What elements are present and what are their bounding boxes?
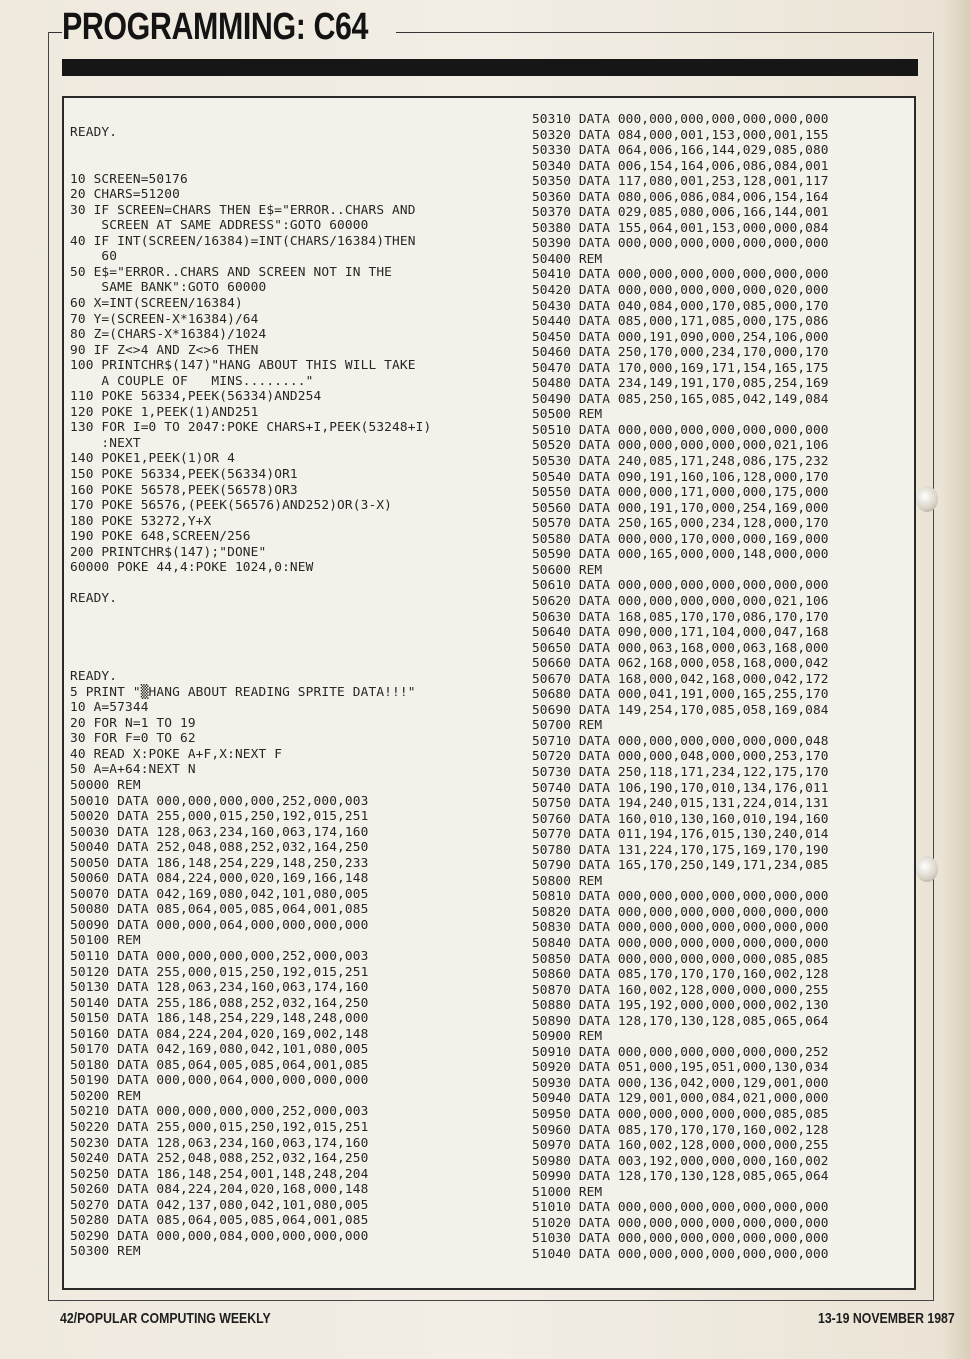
code-line: 50600 REM	[532, 562, 603, 578]
code-line: 50520 DATA 000,000,000,000,000,021,106	[532, 438, 829, 454]
code-line: 50320 DATA 084,000,001,153,000,001,155	[532, 127, 829, 143]
code-line: 50350 DATA 117,080,001,253,128,001,117	[532, 174, 829, 190]
code-line: 50250 DATA 186,148,254,001,148,248,204	[70, 1166, 369, 1182]
code-line: 60000 POKE 44,4:POKE 1024,0:NEW	[70, 560, 314, 576]
code-line: 50060 DATA 084,224,000,020,169,166,148	[70, 871, 369, 887]
program-listing-box	[62, 96, 916, 1290]
code-line: 51020 DATA 000,000,000,000,000,000,000	[532, 1215, 829, 1231]
code-line: 50390 DATA 000,000,000,000,000,000,000	[532, 236, 829, 252]
code-line: 10 A=57344	[70, 700, 149, 716]
code-line: 110 POKE 56334,PEEK(56334)AND254	[70, 389, 322, 405]
code-line: 50730 DATA 250,118,171,234,122,175,170	[532, 764, 829, 780]
footer-date: 13-19 NOVEMBER 1987	[818, 1310, 955, 1327]
header-black-bar	[62, 59, 918, 76]
code-line: 120 POKE 1,PEEK(1)AND251	[70, 404, 259, 420]
code-line: 50700 REM	[532, 718, 603, 734]
code-line: 50840 DATA 000,000,000,000,000,000,000	[532, 935, 829, 951]
code-line: 50940 DATA 129,001,000,084,021,000,000	[532, 1091, 829, 1107]
code-line: 50110 DATA 000,000,000,000,252,000,003	[70, 948, 369, 964]
code-line: 50820 DATA 000,000,000,000,000,000,000	[532, 904, 829, 920]
binder-hole-icon	[916, 486, 938, 512]
code-line: 80 Z=(CHARS-X*16384)/1024	[70, 327, 267, 343]
code-line: READY.	[70, 669, 118, 685]
code-line: 50760 DATA 160,010,130,160,010,194,160	[532, 811, 829, 827]
code-line: 50830 DATA 000,000,000,000,000,000,000	[532, 920, 829, 936]
code-line: 50910 DATA 000,000,000,000,000,000,252	[532, 1044, 829, 1060]
code-line: 130 FOR I=0 TO 2047:POKE CHARS+I,PEEK(53248+I)	[70, 420, 432, 436]
code-line: 50770 DATA 011,194,176,015,130,240,014	[532, 827, 829, 843]
code-line: 10 SCREEN=50176	[70, 171, 188, 187]
code-line: 190 POKE 648,SCREEN/256	[70, 529, 251, 545]
code-line: 50 E$="ERROR..CHARS AND SCREEN NOT IN THE	[70, 264, 393, 280]
code-line: 50640 DATA 090,000,171,104,000,047,168	[532, 625, 829, 641]
code-line: 50420 DATA 000,000,000,000,000,020,000	[532, 283, 829, 299]
code-line: 50050 DATA 186,148,254,229,148,250,233	[70, 855, 369, 871]
listing-left-column	[70, 125, 431, 1260]
code-line: 50510 DATA 000,000,000,000,000,000,000	[532, 422, 829, 438]
code-line: 40 READ X:POKE A+F,X:NEXT F	[70, 746, 283, 762]
code-line: 20 FOR N=1 TO 19	[70, 715, 196, 731]
code-line: 50040 DATA 252,048,088,252,032,164,250	[70, 840, 369, 856]
code-line: 50280 DATA 085,064,005,085,064,001,085	[70, 1213, 369, 1229]
code-line: 50130 DATA 128,063,234,160,063,174,160	[70, 980, 369, 996]
code-line: 50620 DATA 000,000,000,000,000,021,106	[532, 593, 829, 609]
code-line: 170 POKE 56576,(PEEK(56576)AND252)OR(3-X)	[70, 498, 393, 514]
code-line: 50780 DATA 131,224,170,175,169,170,190	[532, 842, 829, 858]
code-line: 50980 DATA 003,192,000,000,000,160,002	[532, 1153, 829, 1169]
code-line: 50410 DATA 000,000,000,000,000,000,000	[532, 267, 829, 283]
code-line: 50270 DATA 042,137,080,042,101,080,005	[70, 1197, 369, 1213]
code-line: 50490 DATA 085,250,165,085,042,149,084	[532, 391, 829, 407]
code-line: 50920 DATA 051,000,195,051,000,130,034	[532, 1060, 829, 1076]
code-line: 90 IF Z<>4 AND Z<>6 THEN	[70, 342, 259, 358]
code-line: 50960 DATA 085,170,170,170,160,002,128	[532, 1122, 829, 1138]
code-line: 50650 DATA 000,063,168,000,063,168,000	[532, 640, 829, 656]
code-line: :NEXT	[70, 435, 141, 451]
code-line: 50930 DATA 000,136,042,000,129,001,000	[532, 1075, 829, 1091]
code-line: 50720 DATA 000,000,048,000,000,253,170	[532, 749, 829, 765]
code-line: 50990 DATA 128,170,130,128,085,065,064	[532, 1169, 829, 1185]
code-line: 50470 DATA 170,000,169,171,154,165,175	[532, 360, 829, 376]
code-line: 50750 DATA 194,240,015,131,224,014,131	[532, 796, 829, 812]
code-line: A COUPLE OF MINS........"	[70, 373, 314, 389]
code-line: 50670 DATA 168,000,042,168,000,042,172	[532, 671, 829, 687]
code-line: 30 FOR F=0 TO 62	[70, 731, 196, 747]
code-line: SAME BANK":GOTO 60000	[70, 280, 267, 296]
code-line: 50890 DATA 128,170,130,128,085,065,064	[532, 1013, 829, 1029]
code-line: 50970 DATA 160,002,128,000,000,000,255	[532, 1138, 829, 1154]
code-line: 50070 DATA 042,169,080,042,101,080,005	[70, 886, 369, 902]
code-line: 50800 REM	[532, 873, 603, 889]
code-line: 200 PRINTCHR$(147);"DONE"	[70, 544, 267, 560]
code-line: 50190 DATA 000,000,064,000,000,000,000	[70, 1073, 369, 1089]
code-line: 50690 DATA 149,254,170,085,058,169,084	[532, 702, 829, 718]
code-line: 50740 DATA 106,190,170,010,134,176,011	[532, 780, 829, 796]
code-line: 50090 DATA 000,000,064,000,000,000,000	[70, 917, 369, 933]
code-line: 50180 DATA 085,064,005,085,064,001,085	[70, 1057, 369, 1073]
code-line: 180 POKE 53272,Y+X	[70, 513, 212, 529]
page-title: PROGRAMMING: C64	[62, 6, 369, 48]
code-line: 50260 DATA 084,224,204,020,168,000,148	[70, 1182, 369, 1198]
code-line: 140 POKE1,PEEK(1)OR 4	[70, 451, 235, 467]
code-line: 50120 DATA 255,000,015,250,192,015,251	[70, 964, 369, 980]
code-line: 50680 DATA 000,041,191,000,165,255,170	[532, 687, 829, 703]
binder-hole-icon	[916, 856, 938, 882]
code-line: 60	[70, 249, 118, 265]
code-line: 50580 DATA 000,000,170,000,000,169,000	[532, 531, 829, 547]
code-line: 70 Y=(SCREEN-X*16384)/64	[70, 311, 259, 327]
code-line: 5 PRINT "▒HANG ABOUT READING SPRITE DATA!!!"	[70, 684, 416, 700]
code-line: 50850 DATA 000,000,000,000,000,085,085	[532, 951, 829, 967]
code-line: READY.	[70, 125, 118, 140]
code-line: 50170 DATA 042,169,080,042,101,080,005	[70, 1042, 369, 1058]
code-line: 50790 DATA 165,170,250,149,171,234,085	[532, 858, 829, 874]
code-line: 50550 DATA 000,000,171,000,000,175,000	[532, 485, 829, 501]
code-line: 50630 DATA 168,085,170,170,086,170,170	[532, 609, 829, 625]
code-line: 50500 REM	[532, 407, 603, 423]
code-line: 50360 DATA 080,006,086,084,006,154,164	[532, 189, 829, 205]
code-line: 160 POKE 56578,PEEK(56578)OR3	[70, 482, 298, 498]
code-line: 30 IF SCREEN=CHARS THEN E$="ERROR..CHARS AND	[70, 202, 416, 218]
code-line: 50230 DATA 128,063,234,160,063,174,160	[70, 1135, 369, 1151]
code-line: 50150 DATA 186,148,254,229,148,248,000	[70, 1011, 369, 1027]
code-line: 50100 REM	[70, 933, 141, 949]
code-line: 50210 DATA 000,000,000,000,252,000,003	[70, 1104, 369, 1120]
code-line: 50200 REM	[70, 1088, 141, 1104]
code-line: 40 IF INT(SCREEN/16384)=INT(CHARS/16384)THEN	[70, 233, 416, 249]
code-line: 51000 REM	[532, 1184, 603, 1200]
code-line: 50030 DATA 128,063,234,160,063,174,160	[70, 824, 369, 840]
code-line: 50020 DATA 255,000,015,250,192,015,251	[70, 809, 369, 825]
code-line: 50660 DATA 062,168,000,058,168,000,042	[532, 656, 829, 672]
code-line: 50000 REM	[70, 777, 141, 793]
code-line: 50300 REM	[70, 1244, 141, 1260]
code-line: 50330 DATA 064,006,166,144,029,085,080	[532, 143, 829, 159]
code-line: 20 CHARS=51200	[70, 187, 180, 203]
code-line: 50610 DATA 000,000,000,000,000,000,000	[532, 578, 829, 594]
code-line: 50430 DATA 040,084,000,170,085,000,170	[532, 298, 829, 314]
code-line: 50010 DATA 000,000,000,000,252,000,003	[70, 793, 369, 809]
code-line: 50310 DATA 000,000,000,000,000,000,000	[532, 112, 829, 127]
code-line: 50380 DATA 155,064,001,153,000,000,084	[532, 220, 829, 236]
code-line: 50160 DATA 084,224,204,020,169,002,148	[70, 1026, 369, 1042]
code-line: 50 A=A+64:NEXT N	[70, 762, 196, 778]
code-line: 51040 DATA 000,000,000,000,000,000,000	[532, 1246, 829, 1262]
code-line: 50810 DATA 000,000,000,000,000,000,000	[532, 889, 829, 905]
code-line: 50450 DATA 000,191,090,000,254,106,000	[532, 329, 829, 345]
code-line: 50590 DATA 000,165,000,000,148,000,000	[532, 547, 829, 563]
code-line: 50540 DATA 090,191,160,106,128,000,170	[532, 469, 829, 485]
code-line: 50240 DATA 252,048,088,252,032,164,250	[70, 1151, 369, 1167]
code-line: 150 POKE 56334,PEEK(56334)OR1	[70, 467, 298, 483]
code-line: 50400 REM	[532, 251, 603, 267]
listing-right-column	[532, 112, 829, 1262]
code-line: 60 X=INT(SCREEN/16384)	[70, 296, 243, 312]
code-line: 50530 DATA 240,085,171,248,086,175,232	[532, 454, 829, 470]
code-line: 50480 DATA 234,149,191,170,085,254,169	[532, 376, 829, 392]
code-line: 50140 DATA 255,186,088,252,032,164,250	[70, 995, 369, 1011]
code-line: 50340 DATA 006,154,164,006,086,084,001	[532, 158, 829, 174]
code-line: 50950 DATA 000,000,000,000,000,085,085	[532, 1107, 829, 1122]
code-line: 50710 DATA 000,000,000,000,000,000,048	[532, 733, 829, 749]
code-line: 50290 DATA 000,000,084,000,000,000,000	[70, 1228, 369, 1244]
code-line: 50900 REM	[532, 1029, 603, 1045]
code-line: 51030 DATA 000,000,000,000,000,000,000	[532, 1231, 829, 1247]
code-line: 50080 DATA 085,064,005,085,064,001,085	[70, 902, 369, 918]
code-line: 50460 DATA 250,170,000,234,170,000,170	[532, 345, 829, 361]
code-line: 51010 DATA 000,000,000,000,000,000,000	[532, 1200, 829, 1216]
code-line: 50570 DATA 250,165,000,234,128,000,170	[532, 516, 829, 532]
code-line: 50440 DATA 085,000,171,085,000,175,086	[532, 314, 829, 330]
code-line: 50860 DATA 085,170,170,170,160,002,128	[532, 967, 829, 983]
code-line: 50880 DATA 195,192,000,000,000,002,130	[532, 998, 829, 1014]
code-line: 50220 DATA 255,000,015,250,192,015,251	[70, 1120, 369, 1135]
code-line: 50370 DATA 029,085,080,006,166,144,001	[532, 205, 829, 221]
code-line: 100 PRINTCHR$(147)"HANG ABOUT THIS WILL TAKE	[70, 358, 416, 374]
code-line: READY.	[70, 591, 118, 607]
code-line: SCREEN AT SAME ADDRESS":GOTO 60000	[70, 218, 369, 234]
footer-publication: 42/POPULAR COMPUTING WEEKLY	[60, 1310, 271, 1327]
code-line: 50870 DATA 160,002,128,000,000,000,255	[532, 982, 829, 998]
code-line: 50560 DATA 000,191,170,000,254,169,000	[532, 500, 829, 516]
